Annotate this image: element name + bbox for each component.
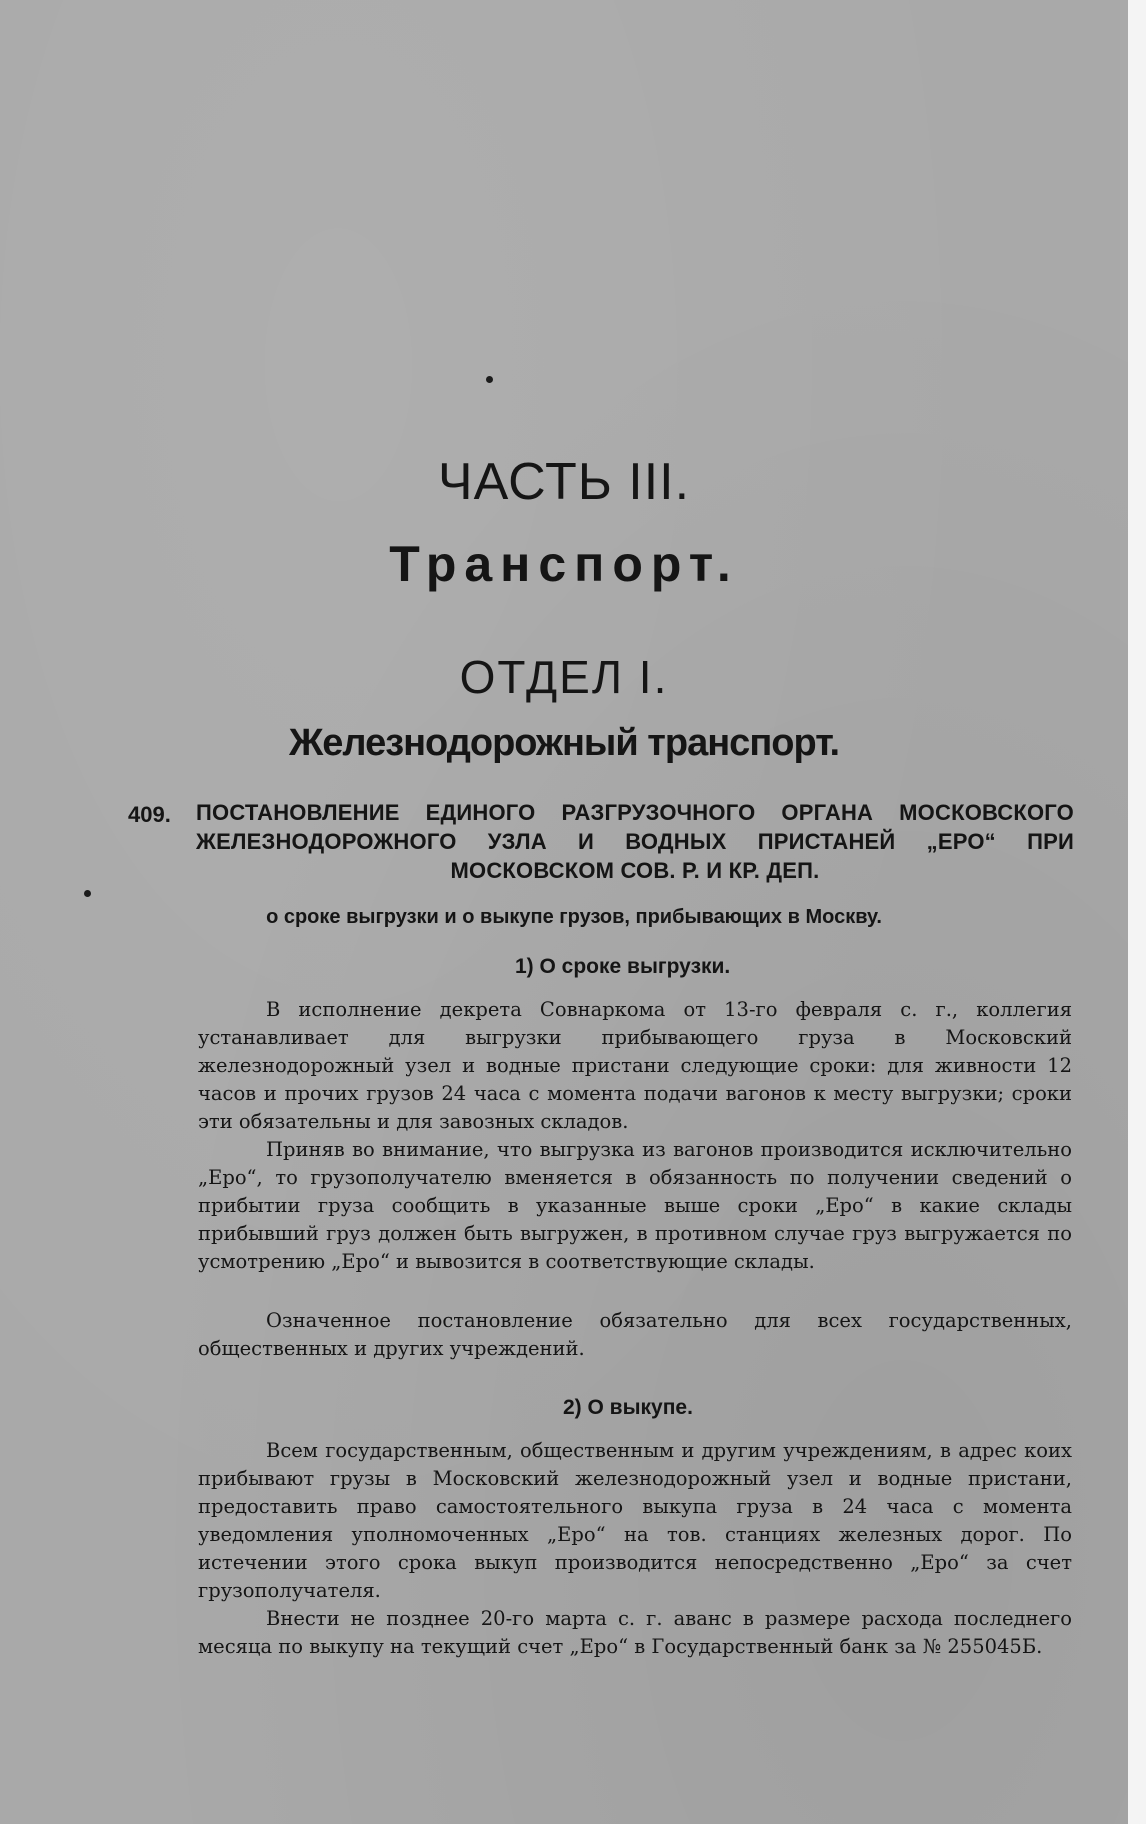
paragraph: Означенное постановление обязательно для всех государственных, общественных и других учреждений. [198,1309,1072,1360]
paragraph: В исполнение декрета Совнаркома от 13-го февраля с. г., коллегия устанавливает для выгрузки прибывающего груза в Московский железнодорожный узел и водные пристани следующие сроки: для живности 12 часов и прочих грузов 24 часа с момента подачи вагонов к месту выгрузки; сроки эти обязательны и для завозных складов. [198,998,1072,1133]
part-title: ЧАСТЬ III. [437,453,691,511]
section-title: ОТДЕЛ I. [459,651,669,703]
document-title: ПОСТАНОВЛЕНИЕ ЕДИНОГО РАЗГРУЗОЧНОГО ОРГАНА МОСКОВСКОГО ЖЕЛЕЗНОДОРОЖНОГО УЗЛА И ВОДНЫХ ПРИСТАНЕЙ „ЕРО“ ПРИ МОСКОВСКОМ СОВ. Р. И КР. ДЕП. [196,800,1074,883]
paragraph: Всем государственным, общественным и другим учреждениям, в адрес коих прибывают грузы в Московский железнодорожный узел и водные пристани, предоставить право самостоятельного выкупа груза в 24 часа с момента уведомления уполномоченных „Еро“ на тов. станциях железных дорог. По истечении этого срока выкуп производится непосредственно „Еро“ за счет грузополучателя. [198,1439,1072,1602]
document-subject: о сроке выгрузки и о выкупе грузов, прибывающих в Москву. [266,906,882,928]
page-edge [1128,0,1146,1824]
document-number: 409. [128,802,171,827]
section-subtitle: Железнодорожный транспорт. [288,722,840,764]
section-heading-buyout: 2) О выкупе. [563,1396,693,1419]
paragraph: Внести не позднее 20-го марта с. г. аванс в размере расхода последнего месяца по выкупу на текущий счет „Еро“ в Государственный банк за № 255045Б. [198,1607,1072,1658]
ink-speck [486,376,493,383]
part-subtitle: Транспорт. [389,536,739,592]
ink-speck [84,890,91,897]
section-heading-unloading-term: 1) О сроке выгрузки. [515,955,731,978]
paragraph: Приняв во внимание, что выгрузка из вагонов производится исключительно „Еро“, то грузополучателю вменяется в обязанность по получении сведений о прибытии груза сообщить в указанные выше сроки „Еро“ в какие склады прибывший груз должен быть выгружен, в противном случае груз выгружается по усмотрению „Еро“ и вывозится в соответствующие склады. [198,1138,1072,1273]
